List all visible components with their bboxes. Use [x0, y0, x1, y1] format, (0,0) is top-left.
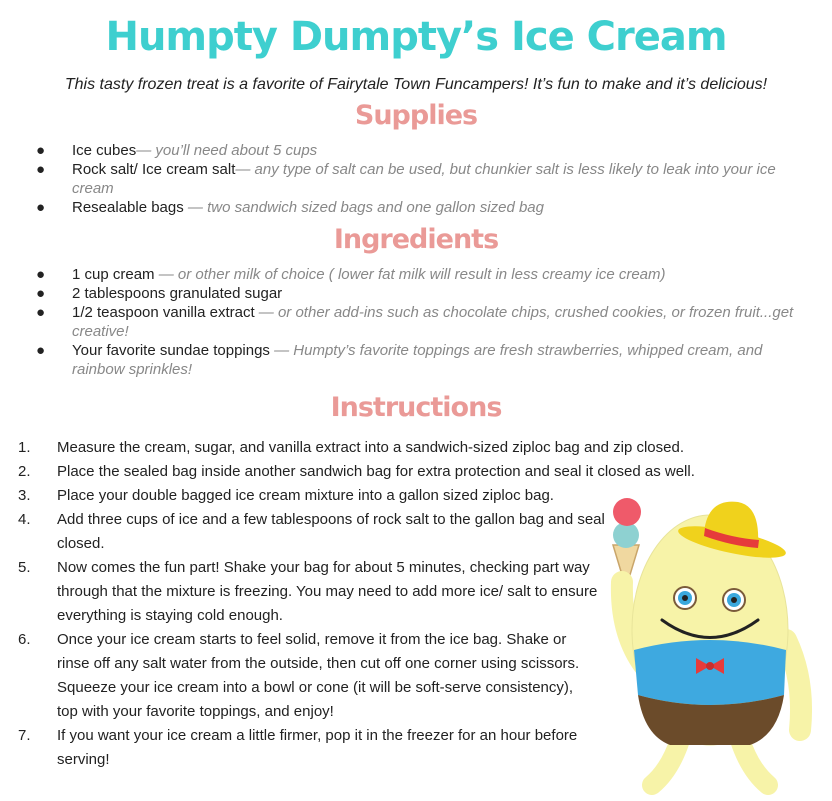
instructions-heading: Instructions: [330, 392, 502, 423]
step-text: Place the sealed bag inside another sandwich bag for extra protection and seal it closed as well.: [57, 463, 695, 480]
ingredient-name: 1/2 teaspoon vanilla extract: [72, 304, 255, 321]
supply-name: Resealable bags: [72, 199, 184, 216]
step-number: 2.: [18, 463, 31, 480]
list-item: [36, 341, 816, 379]
supply-name: Ice cubes: [72, 142, 137, 159]
bullet-icon: ●: [36, 199, 46, 216]
supply-note: — you’ll need about 5 cups: [136, 142, 318, 159]
step-number: 4.: [18, 511, 31, 528]
step-number: 1.: [18, 439, 31, 456]
list-item: [36, 198, 816, 217]
list-item: [36, 141, 816, 160]
step-text: Place your double bagged ice cream mixture into a gallon sized ziploc bag.: [57, 487, 554, 504]
ingredient-name: Your favorite sundae toppings: [72, 342, 270, 359]
bullet-icon: ●: [36, 304, 46, 321]
list-item: [18, 460, 778, 484]
step-text: Once your ice cream starts to feel solid, remove it from the ice bag. Shake or rinse off any salt water from the outside, then cut off one corner using scissors. Squeeze your ice cream into a bowl or cone (it will be soft-serve consistency), top with your favorite toppings, and enjoy!: [57, 631, 580, 720]
step-text: If you want your ice cream a little firmer, pop it in the freezer for an hour before serving!: [57, 727, 578, 768]
step-text: Add three cups of ice and a few tablespoons of rock salt to the gallon bag and seal closed.: [57, 511, 605, 552]
supplies-heading: Supplies: [354, 100, 478, 131]
supply-name: Rock salt/ Ice cream salt: [72, 161, 236, 178]
step-number: 5.: [18, 559, 31, 576]
step-number: 6.: [18, 631, 31, 648]
supplies-list: [36, 141, 816, 217]
list-item: [36, 160, 816, 198]
page-title: Humpty Dumpty’s Ice Cream: [105, 14, 727, 60]
bullet-icon: ●: [36, 142, 46, 159]
list-item: [18, 436, 778, 460]
list-item: [18, 484, 617, 508]
bullet-icon: ●: [36, 266, 46, 283]
supply-note: — two sandwich sized bags and one gallon sized bag: [183, 199, 544, 216]
ingredient-note: — or other milk of choice ( lower fat milk will result in less creamy ice cream): [154, 266, 666, 283]
bullet-icon: ●: [36, 342, 46, 359]
bullet-icon: ●: [36, 285, 46, 302]
ingredient-note: — or other add-ins such as chocolate chips, crushed cookies, or frozen fruit...get creative!: [72, 304, 794, 340]
humpty-dumpty-illustration: [600, 490, 820, 795]
ingredients-heading: Ingredients: [333, 224, 499, 255]
step-number: 7.: [18, 727, 31, 744]
list-item: [36, 303, 816, 341]
list-item: [18, 508, 617, 556]
step-text: Now comes the fun part! Shake your bag for about 5 minutes, checking part way through that the mixture is freezing. You may need to add more ice/ salt to ensure everything is staying cold enough.: [57, 559, 598, 624]
bullet-icon: ●: [36, 161, 46, 178]
supply-note: — any type of salt can be used, but chunkier salt is less likely to leak into your ice cream: [72, 161, 776, 197]
list-item: [18, 724, 597, 772]
page-subtitle: This tasty frozen treat is a favorite of Fairytale Town Funcampers! It’s fun to make and it’s delicious!: [64, 76, 768, 93]
ingredients-list: [36, 265, 816, 379]
list-item: [36, 265, 816, 284]
list-item: [36, 284, 816, 303]
ingredient-name: 1 cup cream: [72, 266, 155, 283]
step-number: 3.: [18, 487, 31, 504]
ingredient-name: 2 tablespoons granulated sugar: [72, 285, 283, 302]
list-item: [18, 556, 617, 628]
legs: [652, 740, 768, 785]
step-text: Measure the cream, sugar, and vanilla extract into a sandwich-sized ziploc bag and zip closed.: [57, 439, 685, 456]
list-item: [18, 628, 597, 724]
ingredient-note: — Humpty’s favorite toppings are fresh strawberries, whipped cream, and rainbow sprinkles!: [72, 342, 763, 378]
